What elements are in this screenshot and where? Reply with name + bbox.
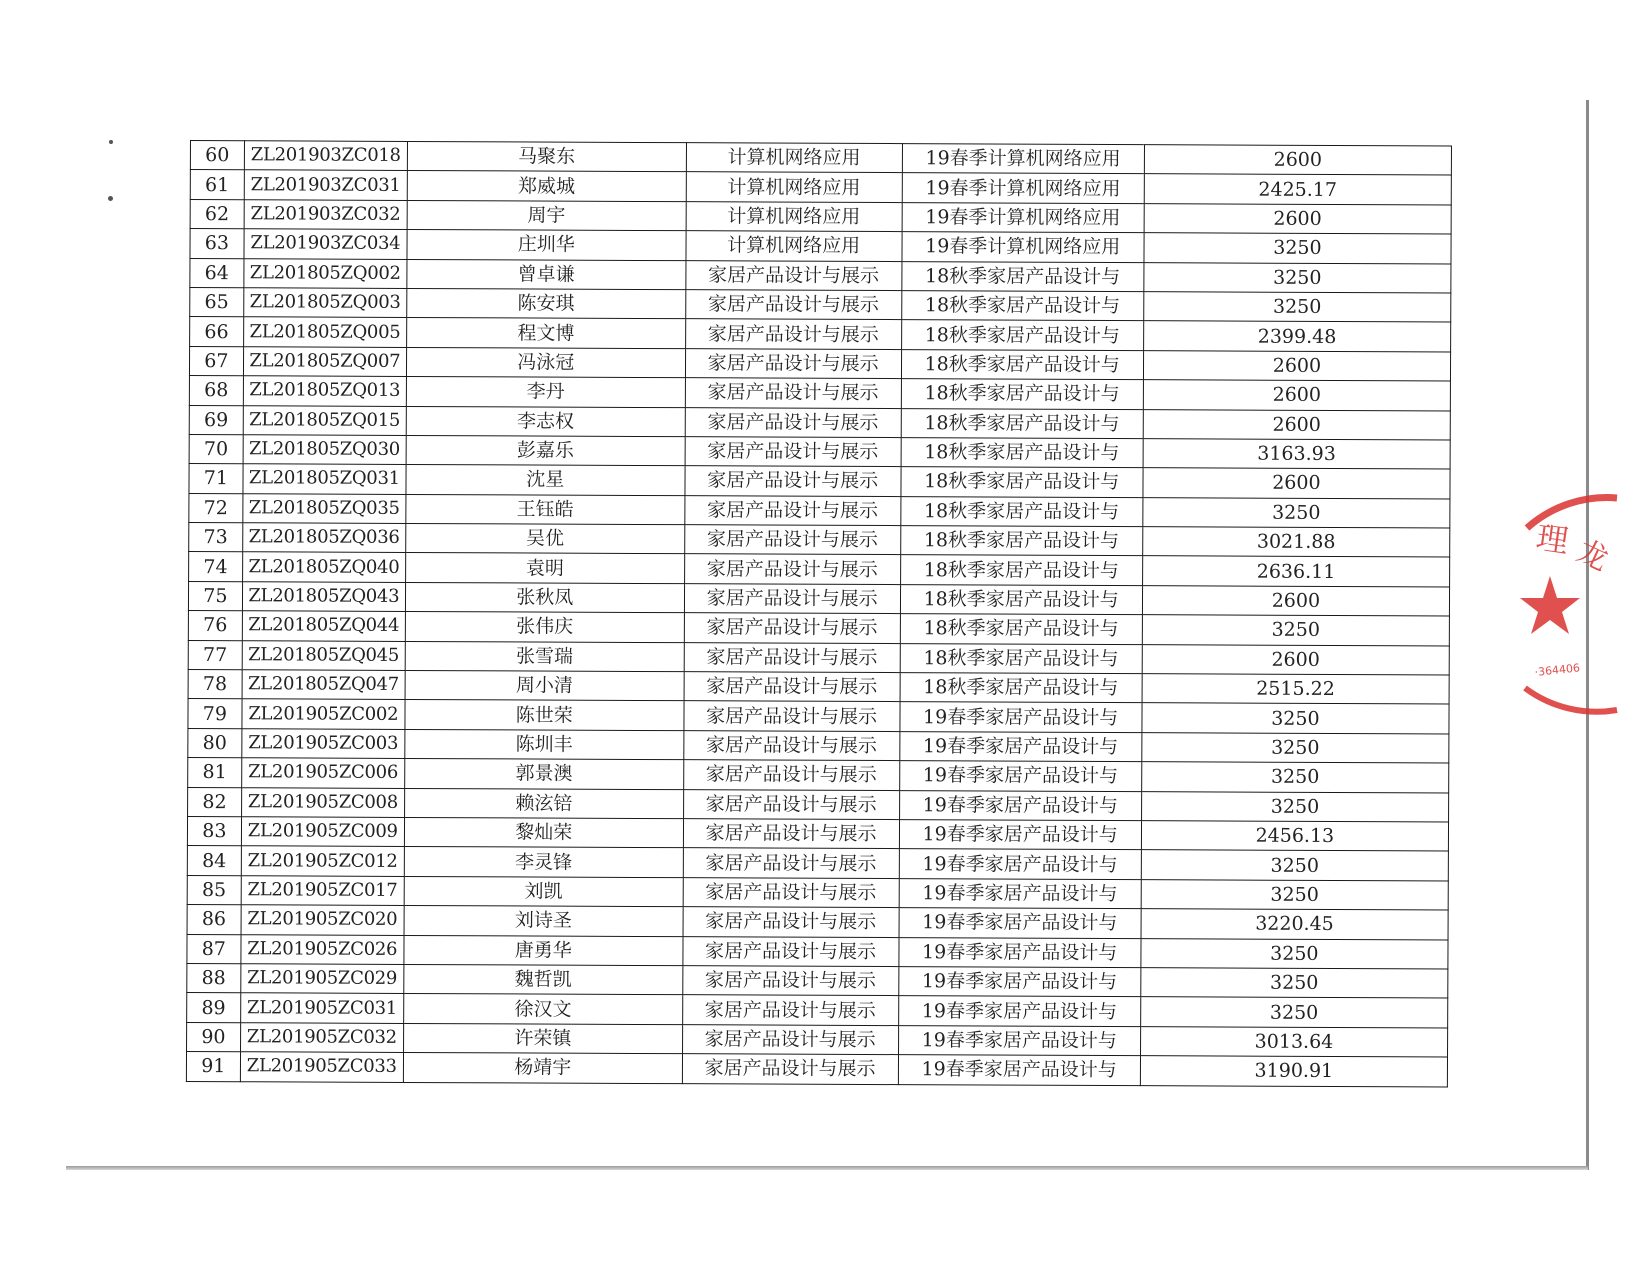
row-number-cell: 66 — [190, 317, 244, 347]
student-id-cell: ZL201805ZQ002 — [244, 258, 407, 288]
major-cell: 家居产品设计与展示 — [682, 995, 898, 1025]
major-cell: 计算机网络应用 — [686, 231, 902, 261]
student-name-cell: 周宇 — [407, 200, 686, 231]
seal-number: ·364406 — [1533, 661, 1581, 679]
class-name-cell: 19春季家居产品设计与 — [899, 702, 1141, 732]
student-name-cell: 刘凯 — [404, 876, 683, 907]
major-cell: 家居产品设计与展示 — [683, 760, 899, 790]
student-id-cell: ZL201905ZC003 — [242, 729, 405, 759]
row-number-cell: 68 — [189, 376, 243, 406]
scan-speck — [108, 196, 113, 201]
class-name-cell: 18秋季家居产品设计与 — [900, 555, 1142, 585]
class-name-cell: 19春季计算机网络应用 — [902, 232, 1144, 262]
row-number-cell: 73 — [189, 523, 243, 553]
row-number-cell: 83 — [187, 816, 241, 846]
major-cell: 家居产品设计与展示 — [685, 407, 901, 437]
amount-cell: 3190.91 — [1140, 1056, 1447, 1087]
class-name-cell: 18秋季家居产品设计与 — [901, 261, 1143, 291]
major-cell: 家居产品设计与展示 — [683, 907, 899, 937]
row-number-cell: 64 — [190, 258, 244, 288]
student-id-cell: ZL201905ZC002 — [242, 699, 405, 729]
amount-cell: 2600 — [1143, 380, 1450, 411]
class-name-cell: 19春季计算机网络应用 — [902, 144, 1144, 174]
student-name-cell: 李志权 — [406, 406, 685, 437]
amount-cell: 2600 — [1142, 586, 1449, 617]
student-id-cell: ZL201805ZQ013 — [243, 376, 406, 406]
student-name-cell: 唐勇华 — [404, 935, 683, 966]
amount-cell: 3163.93 — [1143, 439, 1450, 470]
major-cell: 家居产品设计与展示 — [684, 554, 900, 584]
row-number-cell: 67 — [189, 346, 243, 376]
class-name-cell: 19春季家居产品设计与 — [898, 1055, 1140, 1085]
class-name-cell: 19春季家居产品设计与 — [898, 996, 1140, 1026]
major-cell: 家居产品设计与展示 — [682, 1024, 898, 1054]
row-number-cell: 60 — [190, 141, 244, 171]
row-number-cell: 87 — [187, 934, 241, 964]
major-cell: 家居产品设计与展示 — [684, 642, 900, 672]
student-name-cell: 魏哲凯 — [404, 964, 683, 995]
student-id-cell: ZL201903ZC031 — [244, 170, 407, 200]
seal-text-top: 理 — [1533, 518, 1571, 561]
class-name-cell: 18秋季家居产品设计与 — [901, 291, 1143, 321]
row-number-cell: 61 — [190, 170, 244, 200]
class-name-cell: 18秋季家居产品设计与 — [901, 349, 1143, 379]
class-name-cell: 19春季家居产品设计与 — [898, 937, 1140, 967]
class-name-cell: 18秋季家居产品设计与 — [901, 438, 1143, 468]
major-cell: 家居产品设计与展示 — [684, 525, 900, 555]
major-cell: 家居产品设计与展示 — [682, 966, 898, 996]
row-number-cell: 75 — [188, 581, 242, 611]
class-name-cell: 18秋季家居产品设计与 — [900, 673, 1142, 703]
row-number-cell: 90 — [187, 1022, 241, 1052]
student-name-cell: 彭嘉乐 — [406, 435, 685, 466]
class-name-cell: 18秋季家居产品设计与 — [901, 379, 1143, 409]
student-name-cell: 徐汉文 — [404, 994, 683, 1025]
major-cell: 家居产品设计与展示 — [683, 936, 899, 966]
class-name-cell: 19春季家居产品设计与 — [898, 1025, 1140, 1055]
student-id-cell: ZL201903ZC034 — [244, 229, 407, 259]
student-id-cell: ZL201805ZQ005 — [243, 317, 406, 347]
class-name-cell: 19春季家居产品设计与 — [899, 849, 1141, 879]
class-name-cell: 19春季家居产品设计与 — [899, 820, 1141, 850]
amount-cell: 3250 — [1141, 968, 1448, 999]
major-cell: 家居产品设计与展示 — [682, 1054, 898, 1084]
student-name-cell: 赖泫锫 — [404, 788, 683, 819]
student-name-cell: 马聚东 — [407, 141, 686, 172]
row-number-cell: 70 — [189, 434, 243, 464]
student-id-cell: ZL201905ZC031 — [240, 993, 403, 1023]
major-cell: 计算机网络应用 — [686, 143, 902, 173]
major-cell: 家居产品设计与展示 — [684, 613, 900, 643]
student-name-cell: 张秋凤 — [405, 582, 684, 613]
major-cell: 家居产品设计与展示 — [686, 260, 902, 290]
row-number-cell: 78 — [188, 670, 242, 700]
student-name-cell: 刘诗圣 — [404, 906, 683, 937]
student-id-cell: ZL201805ZQ035 — [243, 493, 406, 523]
student-id-cell: ZL201903ZC032 — [244, 200, 407, 230]
student-name-cell: 王钰皓 — [406, 494, 685, 525]
student-name-cell: 郭景澳 — [405, 759, 684, 790]
major-cell: 计算机网络应用 — [686, 172, 902, 202]
amount-cell: 2600 — [1142, 644, 1449, 675]
student-id-cell: ZL201905ZC026 — [241, 934, 404, 964]
student-name-cell: 李灵锋 — [404, 847, 683, 878]
scan-speck — [109, 140, 113, 144]
major-cell: 家居产品设计与展示 — [685, 378, 901, 408]
amount-cell: 3250 — [1142, 615, 1449, 646]
student-name-cell: 陈世荣 — [405, 700, 684, 731]
student-id-cell: ZL201805ZQ031 — [243, 464, 406, 494]
row-number-cell: 82 — [188, 787, 242, 817]
amount-cell: 2399.48 — [1143, 321, 1450, 352]
student-name-cell: 陈安琪 — [407, 288, 686, 319]
student-name-cell: 袁明 — [405, 553, 684, 584]
class-name-cell: 18秋季家居产品设计与 — [900, 526, 1142, 556]
student-id-cell: ZL201905ZC012 — [241, 846, 404, 876]
student-id-cell: ZL201805ZQ007 — [243, 346, 406, 376]
row-number-cell: 79 — [188, 699, 242, 729]
student-id-cell: ZL201905ZC033 — [240, 1052, 403, 1082]
student-id-cell: ZL201805ZQ047 — [242, 670, 405, 700]
amount-cell: 3250 — [1142, 732, 1449, 763]
amount-cell: 2456.13 — [1141, 821, 1448, 852]
amount-cell: 2600 — [1144, 145, 1451, 176]
amount-cell: 3250 — [1141, 879, 1448, 910]
class-name-cell: 18秋季家居产品设计与 — [901, 408, 1143, 438]
amount-cell: 3013.64 — [1140, 1026, 1447, 1057]
student-name-cell: 周小清 — [405, 670, 684, 701]
student-name-cell: 张伟庆 — [405, 612, 684, 643]
class-name-cell: 18秋季家居产品设计与 — [900, 614, 1142, 644]
amount-cell: 3250 — [1144, 233, 1451, 264]
table-row — [186, 1052, 1447, 1087]
class-name-cell: 18秋季家居产品设计与 — [900, 643, 1142, 673]
amount-cell: 2425.17 — [1144, 174, 1451, 205]
amount-cell: 3250 — [1142, 703, 1449, 734]
class-name-cell: 19春季计算机网络应用 — [902, 202, 1144, 232]
student-name-cell: 沈星 — [406, 465, 685, 496]
student-name-cell: 曾卓谦 — [407, 259, 686, 290]
row-number-cell: 85 — [187, 875, 241, 905]
student-id-cell: ZL201905ZC006 — [241, 758, 404, 788]
amount-cell: 2600 — [1143, 468, 1450, 499]
class-name-cell: 18秋季家居产品设计与 — [900, 584, 1142, 614]
row-number-cell: 71 — [189, 464, 243, 494]
student-name-cell: 张雪瑞 — [405, 641, 684, 672]
student-id-cell: ZL201805ZQ045 — [242, 640, 405, 670]
row-number-cell: 88 — [187, 963, 241, 993]
major-cell: 家居产品设计与展示 — [683, 730, 899, 760]
major-cell: 家居产品设计与展示 — [683, 848, 899, 878]
paper-edge — [66, 1166, 1588, 1170]
class-name-cell: 19春季家居产品设计与 — [899, 761, 1141, 791]
student-id-cell: ZL201905ZC032 — [240, 1022, 403, 1052]
student-name-cell: 李丹 — [406, 377, 685, 408]
amount-cell: 3220.45 — [1141, 909, 1448, 940]
amount-cell: 2600 — [1143, 350, 1450, 381]
amount-cell: 3250 — [1141, 850, 1448, 881]
row-number-cell: 89 — [187, 993, 241, 1023]
student-id-cell: ZL201805ZQ040 — [242, 552, 405, 582]
amount-cell: 3021.88 — [1143, 527, 1450, 558]
student-id-cell: ZL201805ZQ036 — [242, 523, 405, 553]
class-name-cell: 19春季计算机网络应用 — [902, 173, 1144, 203]
row-number-cell: 63 — [190, 229, 244, 259]
student-id-cell: ZL201805ZQ044 — [242, 611, 405, 641]
student-name-cell: 吴优 — [406, 524, 685, 555]
seal-star — [1520, 576, 1580, 634]
student-id-cell: ZL201805ZQ003 — [243, 288, 406, 318]
row-number-cell: 74 — [189, 552, 243, 582]
major-cell: 家居产品设计与展示 — [685, 466, 901, 496]
student-id-cell: ZL201905ZC017 — [241, 875, 404, 905]
major-cell: 家居产品设计与展示 — [684, 584, 900, 614]
student-id-cell: ZL201905ZC009 — [241, 817, 404, 847]
amount-cell: 3250 — [1140, 997, 1447, 1028]
student-id-cell: ZL201903ZC018 — [244, 141, 407, 171]
student-name-cell: 黎灿荣 — [404, 817, 683, 848]
major-cell: 家居产品设计与展示 — [684, 495, 900, 525]
class-name-cell: 19春季家居产品设计与 — [898, 967, 1140, 997]
row-number-cell: 72 — [189, 493, 243, 523]
amount-cell: 3250 — [1144, 292, 1451, 323]
row-number-cell: 86 — [187, 905, 241, 935]
amount-cell: 2515.22 — [1142, 674, 1449, 705]
official-seal — [1505, 488, 1614, 718]
row-number-cell: 69 — [189, 405, 243, 435]
student-name-cell: 冯泳冠 — [406, 347, 685, 378]
row-number-cell: 77 — [188, 640, 242, 670]
major-cell: 计算机网络应用 — [686, 201, 902, 231]
major-cell: 家居产品设计与展示 — [683, 877, 899, 907]
student-name-cell: 许荣镇 — [403, 1023, 682, 1054]
major-cell: 家居产品设计与展示 — [685, 290, 901, 320]
amount-cell: 3250 — [1141, 938, 1448, 969]
amount-cell: 2600 — [1143, 409, 1450, 440]
amount-cell: 3250 — [1141, 762, 1448, 793]
row-number-cell: 81 — [188, 758, 242, 788]
class-name-cell: 19春季家居产品设计与 — [899, 790, 1141, 820]
student-id-cell: ZL201905ZC029 — [240, 964, 403, 994]
student-id-cell: ZL201805ZQ015 — [243, 405, 406, 435]
student-id-cell: ZL201905ZC020 — [241, 905, 404, 935]
class-name-cell: 18秋季家居产品设计与 — [900, 496, 1142, 526]
row-number-cell: 76 — [188, 611, 242, 641]
row-number-cell: 80 — [188, 728, 242, 758]
seal-text-top-2: 龙 — [1571, 533, 1614, 578]
class-name-cell: 19春季家居产品设计与 — [899, 731, 1141, 761]
amount-cell: 3250 — [1144, 262, 1451, 293]
student-id-cell: ZL201905ZC008 — [241, 787, 404, 817]
major-cell: 家居产品设计与展示 — [685, 348, 901, 378]
class-name-cell: 19春季家居产品设计与 — [899, 908, 1141, 938]
row-number-cell: 84 — [187, 846, 241, 876]
class-name-cell: 18秋季家居产品设计与 — [901, 320, 1143, 350]
row-number-cell: 62 — [190, 199, 244, 229]
student-name-cell: 杨靖宇 — [403, 1053, 682, 1084]
major-cell: 家居产品设计与展示 — [685, 319, 901, 349]
student-name-cell: 庄圳华 — [407, 230, 686, 261]
major-cell: 家居产品设计与展示 — [685, 437, 901, 467]
row-number-cell: 65 — [190, 287, 244, 317]
student-name-cell: 郑威城 — [407, 171, 686, 202]
student-table — [186, 140, 1452, 1087]
amount-cell: 3250 — [1141, 791, 1448, 822]
amount-cell: 3250 — [1143, 497, 1450, 528]
row-number-cell: 91 — [186, 1052, 240, 1082]
major-cell: 家居产品设计与展示 — [684, 701, 900, 731]
amount-cell: 2600 — [1144, 203, 1451, 234]
amount-cell: 2636.11 — [1142, 556, 1449, 587]
student-id-cell: ZL201805ZQ030 — [243, 435, 406, 465]
student-id-cell: ZL201805ZQ043 — [242, 582, 405, 612]
class-name-cell: 18秋季家居产品设计与 — [901, 467, 1143, 497]
major-cell: 家居产品设计与展示 — [683, 789, 899, 819]
student-name-cell: 程文博 — [407, 318, 686, 349]
major-cell: 家居产品设计与展示 — [684, 672, 900, 702]
major-cell: 家居产品设计与展示 — [683, 819, 899, 849]
student-table-wrapper — [186, 140, 1452, 1087]
student-name-cell: 陈圳丰 — [405, 729, 684, 760]
class-name-cell: 19春季家居产品设计与 — [899, 878, 1141, 908]
